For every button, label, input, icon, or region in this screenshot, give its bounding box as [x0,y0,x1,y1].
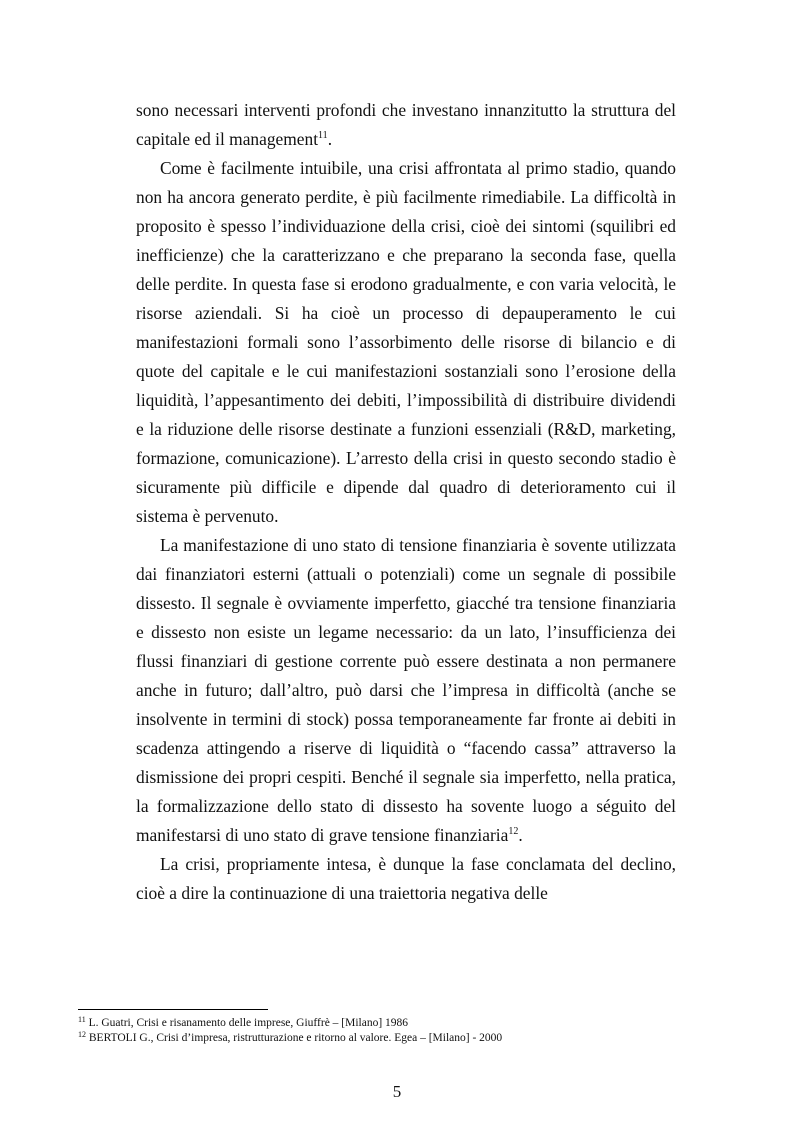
footnote-ref-12[interactable]: 12 [508,826,519,837]
paragraph-1-text: sono necessari interventi profondi che investano innanzitutto la struttura del capitale ed il management [136,100,676,149]
footnote-11 [78,1016,698,1031]
footnote-number: 12 [78,1030,86,1039]
paragraph-1-tail: . [327,129,333,149]
paragraph-3-text: La manifestazione di uno stato di tensione finanziaria è sovente utilizzata dai finanziatori esterni (attuali o potenziali) come un segnale di possibile dissesto. Il segnale è ovviamente imperfetto, giacché tra tensione finanziaria e dissesto non esiste un legame necessario: da un lato, l’insufficienza dei flussi finanziari di gestione corrente può essere destinata a non permanere anche in futuro; dall’altro, può darsi che l’impresa in difficoltà (anche se insolvente in termini di stock) possa temporaneamente far fronte ai debiti in scadenza attingendo a riserve di liquidità o “facendo cassa” attraverso la dismissione dei propri cespiti. Benché il segnale sia imperfetto, nella pratica, la formalizzazione dello stato di dissesto ha sovente luogo a séguito del manifestarsi di uno stato di grave tensione finanziaria [136,535,676,845]
paragraph-2: Come è facilmente intuibile, una crisi affrontata al primo stadio, quando non ha ancora generato perdite, è più facilmente rimediabile. La difficoltà in proposito è spesso l’individuazione della crisi, cioè dei sintomi (squilibri ed inefficienze) che la caratterizzano e che preparano la seconda fase, quella delle perdite. In questa fase si erodono gradualmente, e con varia velocità, le risorse aziendali. Si ha cioè un processo di depauperamento le cui manifestazioni formali sono l’assorbimento delle risorse di bilancio e di quote del capitale e le cui manifestazioni sostanziali sono l’erosione della liquidità, l’appesantimento dei debiti, l’impossibilità di distribuire dividendi e la riduzione delle risorse destinate a funzioni essenziali (R&D, marketing, formazione, comunicazione). L’arresto della crisi in questo secondo stadio è sicuramente più difficile e dipende dal quadro di deterioramento cui il sistema è pervenuto. [136,158,676,526]
footnote-text: BERTOLI G., Crisi d’impresa, ristrutturazione e ritorno al valore. Egea – [Milano] - 2000 [86,1032,503,1044]
page-body [136,96,676,908]
footnote-separator [78,1009,268,1010]
footnote-text: L. Guatri, Crisi e risanamento delle imprese, Giuffrè – [Milano] 1986 [85,1017,409,1029]
footnotes [78,1016,698,1046]
footnote-number: 11 [78,1015,86,1024]
paragraph-3-tail: . [518,825,523,845]
paragraph-4: La crisi, propriamente intesa, è dunque la fase conclamata del declino, cioè a dire la continuazione di una traiettoria negativa delle [136,854,676,903]
page-number: 5 [392,1082,402,1101]
footnote-ref-11[interactable]: 11 [318,130,328,141]
footnote-12 [78,1031,698,1046]
paragraph-3 [136,531,676,850]
paragraph-1 [136,96,676,154]
